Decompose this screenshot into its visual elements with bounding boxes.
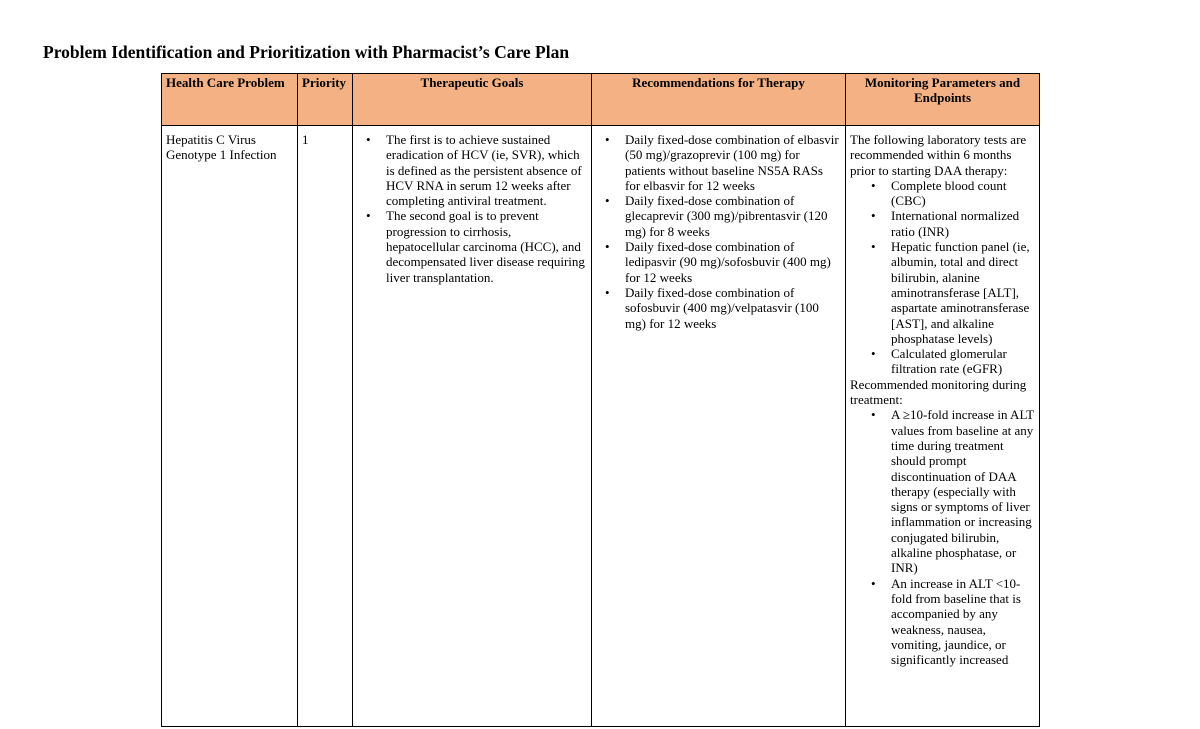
table-header-row: [162, 74, 1040, 126]
list-item: • Hepatic function panel (ie, albumin, total and direct bilirubin, alanine aminotransferase [ALT], aspartate aminotransferase [AST], and alkaline phosphatase levels): [891, 239, 1035, 346]
header-health-care-problem: Health Care Problem: [162, 74, 298, 126]
cell-problem: [162, 126, 298, 727]
problem-text: Hepatitis C Virus Genotype 1 Infection: [166, 132, 277, 163]
header-monitoring: Monitoring Parameters and Endpoints: [846, 74, 1040, 126]
list-item: • A ≥10-fold increase in ALT values from baseline at any time during treatment should prompt discontinuation of DAA therapy (especially with signs or symptoms of liver inflammation or increasing conjugated bilirubin, alkaline phosphatase, or INR): [891, 407, 1035, 575]
list-item: • Daily fixed-dose combination of elbasvir (50 mg)/grazoprevir (100 mg) for patients without baseline NS5A RASs for elbasvir for 12 weeks: [625, 132, 841, 193]
list-item: • An increase in ALT <10-fold from baseline that is accompanied by any weakness, nausea, vomiting, jaundice, or significantly increased: [891, 576, 1035, 668]
priority-text: 1: [302, 132, 309, 147]
header-therapeutic-goals: Therapeutic Goals: [353, 74, 592, 126]
monitoring-during-intro: Recommended monitoring during treatment:: [850, 376, 1027, 408]
pre-therapy-tests-list: [850, 178, 1035, 377]
header-priority: Priority: [298, 74, 353, 126]
list-item: • Daily fixed-dose combination of glecaprevir (300 mg)/pibrentasvir (120 mg) for 8 weeks: [625, 193, 841, 239]
cell-goals: [353, 126, 592, 727]
monitoring-intro: The following laboratory tests are recommended within 6 months prior to starting DAA therapy:: [850, 132, 1027, 178]
during-treatment-list: [850, 407, 1035, 667]
cell-recommendations: [592, 126, 846, 727]
list-item: • Daily fixed-dose combination of ledipasvir (90 mg)/sofosbuvir (400 mg) for 12 weeks: [625, 239, 841, 285]
list-item: • International normalized ratio (INR): [891, 208, 1035, 239]
cell-priority: [298, 126, 353, 727]
cell-monitoring: [846, 126, 1040, 727]
table-row: [162, 126, 1040, 727]
list-item: • The second goal is to prevent progression to cirrhosis, hepatocellular carcinoma (HCC), and decompensated liver disease requiring liver transplantation.: [386, 208, 587, 284]
recommendations-list: [596, 132, 841, 331]
header-recommendations: Recommendations for Therapy: [592, 74, 846, 126]
list-item: • Daily fixed-dose combination of sofosbuvir (400 mg)/velpatasvir (100 mg) for 12 weeks: [625, 285, 841, 331]
list-item: • The first is to achieve sustained eradication of HCV (ie, SVR), which is defined as the persistent absence of HCV RNA in serum 12 weeks after completing antiviral treatment.: [386, 132, 587, 208]
care-plan-table: [161, 73, 1040, 727]
page-title: Problem Identification and Prioritization with Pharmacist’s Care Plan: [43, 42, 570, 62]
goals-list: [357, 132, 587, 285]
list-item: • Complete blood count (CBC): [891, 178, 1035, 209]
list-item: • Calculated glomerular filtration rate (eGFR): [891, 346, 1035, 377]
